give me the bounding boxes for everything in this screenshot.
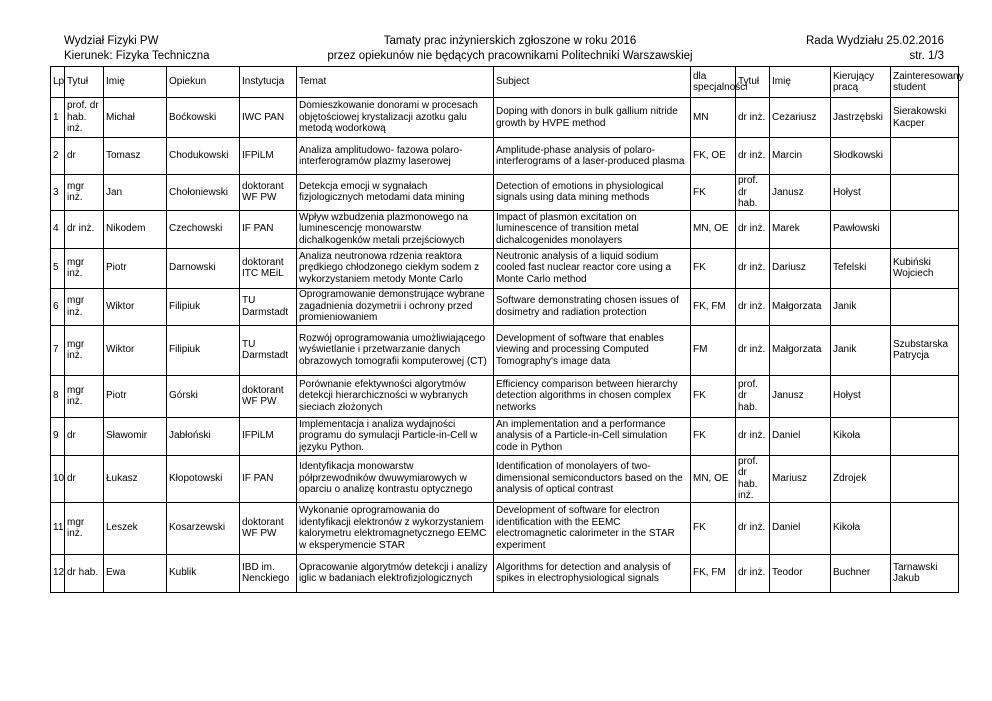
table-row bbox=[51, 554, 959, 592]
cell-student: Kubiński Wojciech bbox=[891, 248, 959, 288]
col-header-title-2: Tytuł bbox=[736, 67, 770, 98]
cell-institution: IFPiLM bbox=[240, 138, 297, 175]
cell-supervisor: Kublik bbox=[167, 554, 240, 592]
cell-title: dr bbox=[65, 417, 104, 455]
cell-supervisor: Filipiuk bbox=[167, 288, 240, 325]
cell-institution: doktorant WF PW bbox=[240, 502, 297, 554]
cell-student bbox=[891, 455, 959, 502]
table-row bbox=[51, 98, 959, 138]
title-line-2: przez opiekunów nie będących pracownikami Politechniki Warszawskiej bbox=[327, 50, 693, 62]
cell-institution: TU Darmstadt bbox=[240, 325, 297, 375]
cell-topic: Domieszkowanie donorami w procesach objętościowej krystalizacji azotku galu metodą wodorkową bbox=[297, 98, 494, 138]
cell-specialization: FK, FM bbox=[691, 554, 736, 592]
council-date: Rada Wydziału 25.02.2016 bbox=[806, 35, 944, 47]
cell-director-title: prof. dr hab. inż. bbox=[736, 455, 770, 502]
table-row bbox=[51, 455, 959, 502]
cell-topic: Wykonanie oprogramowania do identyfikacji elektronów z wykorzystaniem kalorymetru elektromagnetycznego EEMC w eksperymencie STAR bbox=[297, 502, 494, 554]
cell-first-name: Sławomir bbox=[104, 417, 167, 455]
cell-institution: IF PAN bbox=[240, 455, 297, 502]
col-header-interested-student: Zainteresowany student bbox=[891, 67, 959, 98]
cell-director-title: dr inż. bbox=[736, 210, 770, 248]
cell-director-title: dr inż. bbox=[736, 502, 770, 554]
cell-student bbox=[891, 210, 959, 248]
cell-director-first-name: Małgorzata bbox=[770, 325, 831, 375]
field-of-study: Kierunek: Fizyka Techniczna bbox=[64, 50, 210, 62]
cell-specialization: FK, FM bbox=[691, 288, 736, 325]
cell-student: Tarnawski Jakub bbox=[891, 554, 959, 592]
cell-director-surname: Kikoła bbox=[831, 417, 891, 455]
cell-director-first-name: Daniel bbox=[770, 502, 831, 554]
cell-subject: Identification of monolayers of two-dimensional semiconductors based on the analysis of optical contrast bbox=[494, 455, 691, 502]
cell-specialization: MN, OE bbox=[691, 455, 736, 502]
cell-student bbox=[891, 502, 959, 554]
cell-student bbox=[891, 288, 959, 325]
cell-institution: doktorant WF PW bbox=[240, 175, 297, 211]
cell-title: dr hab. bbox=[65, 554, 104, 592]
cell-director-first-name: Teodor bbox=[770, 554, 831, 592]
table-row bbox=[51, 288, 959, 325]
cell-director-surname: Janik bbox=[831, 288, 891, 325]
cell-title: dr bbox=[65, 455, 104, 502]
cell-director-surname: Jastrzębski bbox=[831, 98, 891, 138]
col-header-lp: Lp bbox=[51, 67, 65, 98]
cell-specialization: FK bbox=[691, 248, 736, 288]
cell-student bbox=[891, 417, 959, 455]
faculty-header bbox=[64, 34, 210, 64]
cell-title: prof. dr hab. inż. bbox=[65, 98, 104, 138]
cell-director-title: dr inż. bbox=[736, 248, 770, 288]
cell-supervisor: Górski bbox=[167, 375, 240, 417]
cell-lp: 11 bbox=[51, 502, 65, 554]
document-title bbox=[300, 34, 720, 64]
cell-director-title: dr inż. bbox=[736, 554, 770, 592]
cell-director-title: dr inż. bbox=[736, 98, 770, 138]
cell-student bbox=[891, 175, 959, 211]
cell-director-title: prof. dr hab. bbox=[736, 375, 770, 417]
cell-institution: IF PAN bbox=[240, 210, 297, 248]
cell-director-title: dr inż. bbox=[736, 288, 770, 325]
cell-director-surname: Buchner bbox=[831, 554, 891, 592]
cell-director-title: dr inż. bbox=[736, 417, 770, 455]
cell-title: mgr inż. bbox=[65, 248, 104, 288]
cell-specialization: MN bbox=[691, 98, 736, 138]
cell-lp: 8 bbox=[51, 375, 65, 417]
cell-topic: Wpływ wzbudzenia plazmonowego na luminescencję monowarstw dichalkogenków metali przejściowych bbox=[297, 210, 494, 248]
cell-director-surname: Kikoła bbox=[831, 502, 891, 554]
cell-director-surname: Zdrojek bbox=[831, 455, 891, 502]
table-row bbox=[51, 210, 959, 248]
cell-lp: 12 bbox=[51, 554, 65, 592]
council-header bbox=[806, 34, 944, 64]
cell-subject: Efficiency comparison between hierarchy detection algorithms in chosen complex networks bbox=[494, 375, 691, 417]
col-header-subject: Subject bbox=[494, 67, 691, 98]
page-number: str. 1/3 bbox=[909, 50, 944, 62]
title-line-1: Tamaty prac inżynierskich zgłoszone w roku 2016 bbox=[383, 35, 637, 47]
cell-topic: Rozwój oprogramowania umożliwiającego wyświetlanie i przetwarzanie danych obrazowych tomografii komputerowej (CT) bbox=[297, 325, 494, 375]
cell-institution: doktorant WF PW bbox=[240, 375, 297, 417]
cell-title: mgr inż. bbox=[65, 175, 104, 211]
cell-supervisor: Boćkowski bbox=[167, 98, 240, 138]
cell-title: mgr inż. bbox=[65, 375, 104, 417]
cell-director-first-name: Małgorzata bbox=[770, 288, 831, 325]
cell-topic: Analiza amplitudowo- fazowa polaro-interferogramów plazmy laserowej bbox=[297, 138, 494, 175]
cell-specialization: FK, OE bbox=[691, 138, 736, 175]
cell-first-name: Ewa bbox=[104, 554, 167, 592]
cell-lp: 4 bbox=[51, 210, 65, 248]
col-header-supervisor: Opiekun bbox=[167, 67, 240, 98]
cell-subject: Doping with donors in bulk gallium nitride growth by HVPE method bbox=[494, 98, 691, 138]
table-row bbox=[51, 175, 959, 211]
col-header-first-name: Imię bbox=[104, 67, 167, 98]
cell-director-surname: Janik bbox=[831, 325, 891, 375]
table-row bbox=[51, 248, 959, 288]
col-header-thesis-director: Kierujący pracą bbox=[831, 67, 891, 98]
cell-specialization: FK bbox=[691, 375, 736, 417]
cell-institution: doktorant ITC MEiL bbox=[240, 248, 297, 288]
cell-subject: Detection of emotions in physiological signals using data mining methods bbox=[494, 175, 691, 211]
cell-specialization: FM bbox=[691, 325, 736, 375]
thesis-topics-table bbox=[50, 66, 964, 593]
cell-lp: 9 bbox=[51, 417, 65, 455]
cell-director-surname: Hołyst bbox=[831, 375, 891, 417]
table-row bbox=[51, 502, 959, 554]
cell-director-first-name: Marek bbox=[770, 210, 831, 248]
cell-supervisor: Kosarzewski bbox=[167, 502, 240, 554]
col-header-institution: Instytucja bbox=[240, 67, 297, 98]
col-header-topic: Temat bbox=[297, 67, 494, 98]
table-row bbox=[51, 138, 959, 175]
cell-director-first-name: Janusz bbox=[770, 175, 831, 211]
cell-supervisor: Chołoniewski bbox=[167, 175, 240, 211]
cell-director-surname: Hołyst bbox=[831, 175, 891, 211]
cell-title: mgr inż. bbox=[65, 325, 104, 375]
cell-title: mgr inż. bbox=[65, 288, 104, 325]
cell-specialization: FK bbox=[691, 502, 736, 554]
cell-subject: Development of software for electron identification with the EEMC electromagnetic calorimeter in the STAR experiment bbox=[494, 502, 691, 554]
cell-first-name: Leszek bbox=[104, 502, 167, 554]
cell-lp: 6 bbox=[51, 288, 65, 325]
cell-director-surname: Tefelski bbox=[831, 248, 891, 288]
cell-first-name: Piotr bbox=[104, 248, 167, 288]
cell-lp: 2 bbox=[51, 138, 65, 175]
table-header-row bbox=[51, 67, 959, 98]
cell-topic: Oprogramowanie demonstrujące wybrane zagadnienia dozymetrii i ochrony przed promieniowaniem bbox=[297, 288, 494, 325]
cell-institution: IFPiLM bbox=[240, 417, 297, 455]
cell-first-name: Piotr bbox=[104, 375, 167, 417]
cell-topic: Analiza neutronowa rdzenia reaktora prędkiego chłodzonego ciekłym sodem z wykorzystaniem metody Monte Carlo bbox=[297, 248, 494, 288]
cell-lp: 3 bbox=[51, 175, 65, 211]
cell-topic: Implementacja i analiza wydajności programu do symulacji Particle-in-Cell w języku Python. bbox=[297, 417, 494, 455]
cell-supervisor: Filipiuk bbox=[167, 325, 240, 375]
cell-director-first-name: Dariusz bbox=[770, 248, 831, 288]
cell-institution: IBD im. Nenckiego bbox=[240, 554, 297, 592]
cell-first-name: Michał bbox=[104, 98, 167, 138]
cell-first-name: Wiktor bbox=[104, 288, 167, 325]
cell-lp: 10 bbox=[51, 455, 65, 502]
cell-director-first-name: Cezariusz bbox=[770, 98, 831, 138]
cell-subject: Software demonstrating chosen issues of dosimetry and radiation protection bbox=[494, 288, 691, 325]
cell-subject: Amplitude-phase analysis of polaro-interferograms of a laser-produced plasma bbox=[494, 138, 691, 175]
cell-institution: IWC PAN bbox=[240, 98, 297, 138]
cell-first-name: Tomasz bbox=[104, 138, 167, 175]
cell-director-first-name: Marcin bbox=[770, 138, 831, 175]
cell-supervisor: Chodukowski bbox=[167, 138, 240, 175]
cell-supervisor: Czechowski bbox=[167, 210, 240, 248]
cell-lp: 5 bbox=[51, 248, 65, 288]
col-header-first-name-2: Imię bbox=[770, 67, 831, 98]
cell-director-title: prof. dr hab. bbox=[736, 175, 770, 211]
cell-institution: TU Darmstadt bbox=[240, 288, 297, 325]
faculty-name: Wydział Fizyki PW bbox=[64, 35, 159, 47]
col-header-specialization: dla specjalności bbox=[691, 67, 736, 98]
cell-subject: Impact of plasmon excitation on luminescence of transition metal dichalcogenides monolayers bbox=[494, 210, 691, 248]
cell-title: dr bbox=[65, 138, 104, 175]
cell-subject: Algorithms for detection and analysis of spikes in electrophysiological signals bbox=[494, 554, 691, 592]
cell-director-first-name: Janusz bbox=[770, 375, 831, 417]
cell-subject: An implementation and a performance analysis of a Particle-in-Cell simulation code in Python bbox=[494, 417, 691, 455]
cell-topic: Identyfikacja monowarstw półprzewodników dwuwymiarowych w oparciu o analizę kontrastu optycznego bbox=[297, 455, 494, 502]
cell-director-title: dr inż. bbox=[736, 325, 770, 375]
cell-supervisor: Darnowski bbox=[167, 248, 240, 288]
cell-director-title: dr inż. bbox=[736, 138, 770, 175]
cell-specialization: FK bbox=[691, 175, 736, 211]
cell-topic: Porównanie efektywności algorytmów detekcji hierarchiczności w wybranych sieciach złożonych bbox=[297, 375, 494, 417]
table-row bbox=[51, 417, 959, 455]
cell-topic: Opracowanie algorytmów detekcji i analizy iglic w badaniach elektrofizjologicznych bbox=[297, 554, 494, 592]
cell-title: mgr inż. bbox=[65, 502, 104, 554]
table-row bbox=[51, 375, 959, 417]
cell-student bbox=[891, 138, 959, 175]
cell-specialization: MN, OE bbox=[691, 210, 736, 248]
cell-first-name: Nikodem bbox=[104, 210, 167, 248]
cell-student: Szubstarska Patrycja bbox=[891, 325, 959, 375]
cell-director-first-name: Daniel bbox=[770, 417, 831, 455]
cell-director-surname: Pawłowski bbox=[831, 210, 891, 248]
cell-student: Sierakowski Kacper bbox=[891, 98, 959, 138]
cell-topic: Detekcja emocji w sygnałach fizjologicznych metodami data mining bbox=[297, 175, 494, 211]
cell-supervisor: Jabłoński bbox=[167, 417, 240, 455]
col-header-title: Tytuł bbox=[65, 67, 104, 98]
cell-director-first-name: Mariusz bbox=[770, 455, 831, 502]
cell-student bbox=[891, 375, 959, 417]
cell-lp: 1 bbox=[51, 98, 65, 138]
cell-specialization: FK bbox=[691, 417, 736, 455]
cell-first-name: Jan bbox=[104, 175, 167, 211]
cell-first-name: Łukasz bbox=[104, 455, 167, 502]
cell-director-surname: Słodkowski bbox=[831, 138, 891, 175]
cell-supervisor: Kłopotowski bbox=[167, 455, 240, 502]
cell-first-name: Wiktor bbox=[104, 325, 167, 375]
table-row bbox=[51, 325, 959, 375]
cell-title: dr inż. bbox=[65, 210, 104, 248]
cell-subject: Neutronic analysis of a liquid sodium cooled fast nuclear reactor core using a Monte Carlo method bbox=[494, 248, 691, 288]
cell-subject: Development of software that enables viewing and processing Computed Tomography's image data bbox=[494, 325, 691, 375]
cell-lp: 7 bbox=[51, 325, 65, 375]
